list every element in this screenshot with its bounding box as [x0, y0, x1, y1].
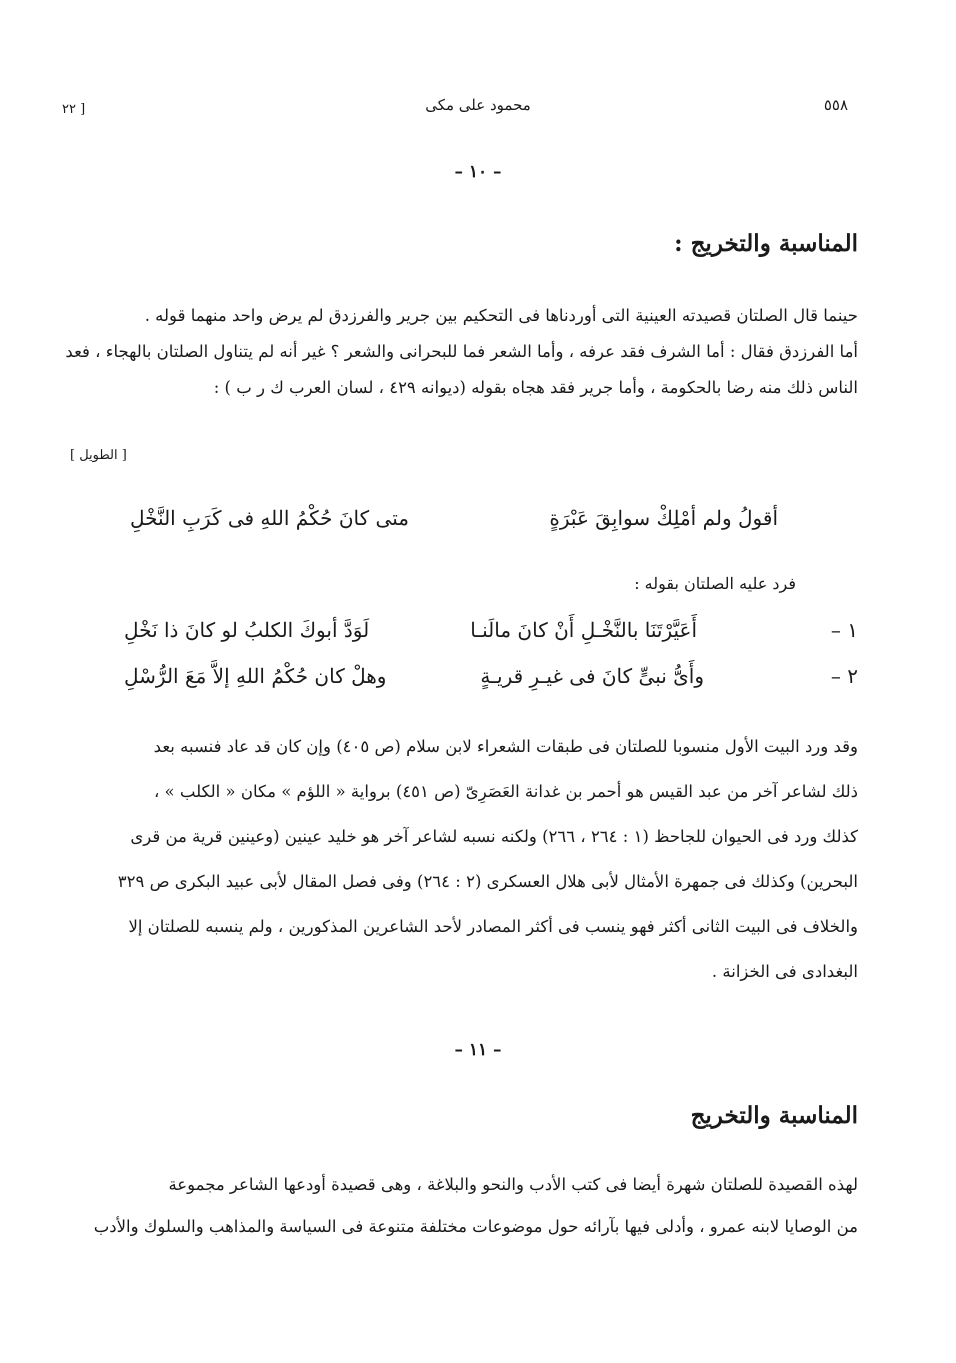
section-number-10: – ١٠ – [454, 162, 502, 182]
paragraph-line: حينما قال الصلتان قصيدته العينية التى أوردناها فى التحكيم بين جرير والفرزدق لم يرض واحد منهما قوله . [144, 306, 858, 325]
notes-line: والخلاف فى البيت الثانى أكثر فهو ينسب فى أكثر المصادر لأحد الشاعرين المذكورين ، ولم ينسبه للصلتان إلا [128, 917, 858, 936]
paragraph-line: أما الفرزدق فقال : أما الشرف فقد عرفه ، وأما الشعر فما للبحرانى والشعر ؟ غير أنه لم يتناول الصلتان بالهجاء ، فعد [65, 342, 858, 361]
verse-first-hemistich: وأَىُّ نبىٍّ كانَ فى غيـرِ قريـةٍ [480, 664, 705, 688]
notes-line: كذلك ورد فى الحيوان للجاحظ (١ : ٢٦٤ ، ٢٦٦) ولكنه نسبه لشاعر آخر هو خليد عينين (وعينين قرية من قرى [130, 827, 858, 846]
notes-line: ذلك لشاعر آخر من عبد القيس هو أحمر بن غدانة العَصَرِىّ (ص ٤٥١) برواية « اللؤم » مكان « الكلب » ، [153, 782, 858, 801]
running-head-author: محمود على مكى [425, 96, 531, 114]
paragraph-line: من الوصايا لابنه عمرو ، وأدلى فيها بآرائه حول موضوعات مختلفة متنوعة فى السياسة والمذاهب والسلوك والأدب [93, 1217, 858, 1236]
section-10-paragraph [60, 298, 858, 406]
paragraph-line: لهذه القصيدة للصلتان شهرة أيضا فى كتب الأدب والنحو والبلاغة ، وهى قصيدة أودعها الشاعر مجموعة [168, 1175, 858, 1194]
meter-label: [ الطويل ] [70, 448, 127, 463]
reply-intro: فرد عليه الصلتان بقوله : [634, 574, 796, 593]
verse-2 [124, 654, 858, 698]
section-11-heading: المناسبة والتخريج [690, 1102, 858, 1129]
page-number: ٥٥٨ [823, 96, 848, 114]
section-10-heading: المناسبة والتخريج : [674, 230, 858, 257]
verse-number: ١ – [830, 618, 858, 642]
volume-marker: [ ٢٢ [62, 102, 86, 117]
notes-line: البغدادى فى الخزانة . [711, 962, 858, 981]
paragraph-line: الناس ذلك منه رضا بالحكومة ، وأما جرير فقد هجاه بقوله (ديوانه ٤٢٩ ، لسان العرب ك ر ب ) : [213, 378, 858, 397]
jarir-verse [130, 506, 778, 530]
verse-number: ٢ – [830, 664, 858, 688]
notes-line: البحرين) وكذلك فى جمهرة الأمثال لأبى هلال العسكرى (٢ : ٢٦٤) وفى فصل المقال لأبى عبيد البكرى ص ٣٢٩ [117, 872, 858, 891]
section-10-notes [60, 724, 858, 994]
verse-second-hemistich: لَوَدَّ أبوكَ الكلبُ لو كانَ ذا نَخْلِ [124, 618, 370, 642]
section-11-paragraph [60, 1164, 858, 1248]
verse-first-hemistich: أَعَيَّرْتَنَا بالنَّخْـلِ أَنْ كانَ مالَنـا [470, 618, 698, 642]
verse-1 [124, 608, 858, 652]
notes-line: وقد ورد البيت الأول منسوبا للصلتان فى طبقات الشعراء لابن سلام (ص ٤٠٥) وإن كان قد عاد فنسبه بعد [153, 737, 858, 756]
verse-second-hemistich: متى كانَ حُكْمُ اللهِ فى كَرَبِ النَّخْلِ [130, 506, 409, 530]
verse-second-hemistich: وهلْ كان حُكْمُ اللهِ إلاَّ مَعَ الرُّسْلِ [124, 664, 387, 688]
section-number-11: – ١١ – [454, 1040, 502, 1060]
verse-first-hemistich: أقولُ ولم أمْلِكْ سوابِقَ عَبْرَةٍ [549, 506, 778, 530]
